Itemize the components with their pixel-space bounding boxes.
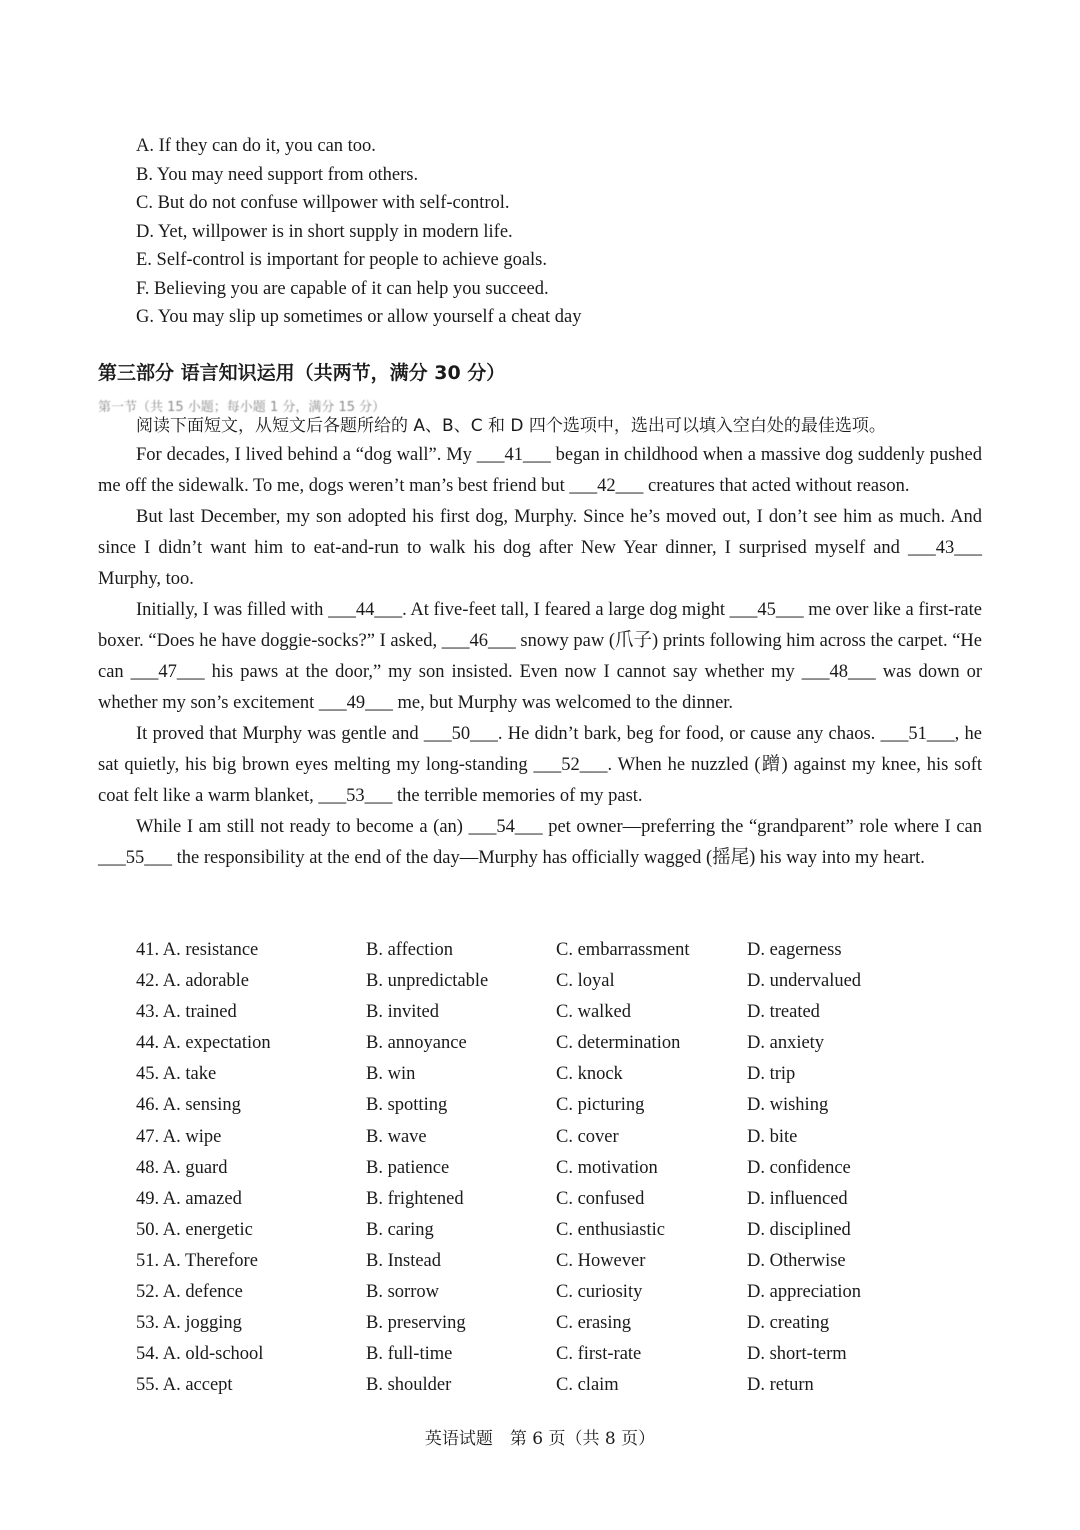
choice-option-d: D. bite [747,1126,798,1147]
passage-paragraph-5: While I am still not ready to become a (an) ___54___ pet owner—preferring the “grandparent” role where I can ___55___ the responsibility at the end of the day—Murphy has officially wagged (摇尾) his way into my heart. [98,817,982,868]
choice-option-d: D. short-term [747,1344,847,1365]
choice-option-c: C. motivation [556,1157,658,1178]
choice-option-a: 55. A. accept [136,1375,233,1396]
choice-row-44 [136,1028,986,1059]
choice-row-43 [136,997,986,1028]
choice-option-c: C. embarrassment [556,940,690,960]
choice-option-b: B. caring [366,1219,434,1240]
choice-row-50 [136,1215,986,1246]
option-a: A. If they can do it, you can too. [136,136,376,156]
choice-option-a: 43. A. trained [136,1002,237,1023]
choice-option-b: B. affection [366,940,453,960]
section-directions: 阅读下面短文，从短文后各题所给的 A、B、C 和 D 四个选项中，选出可以填入空白处的最佳选项。 [136,416,886,436]
choice-option-d: D. influenced [747,1188,848,1209]
option-g: G. You may slip up sometimes or allow yourself a cheat day [136,307,582,327]
choice-row-54 [136,1339,986,1370]
choice-option-c: C. picturing [556,1095,645,1116]
choice-option-a: 42. A. adorable [136,971,250,992]
option-d: D. Yet, willpower is in short supply in modern life. [136,221,513,242]
choice-option-c: C. claim [556,1375,619,1396]
choice-option-b: B. wave [366,1126,427,1147]
choice-row-55 [136,1370,986,1401]
choice-row-51 [136,1246,986,1277]
choice-option-c: C. knock [556,1064,623,1085]
choice-option-b: B. frightened [366,1188,464,1209]
choice-option-d: D. disciplined [747,1219,851,1240]
option-e: E. Self-control is important for people to achieve goals. [136,250,547,270]
option-f: F. Believing you are capable of it can help you succeed. [136,278,549,299]
choice-option-d: D. appreciation [747,1282,862,1303]
choice-option-b: B. annoyance [366,1033,467,1054]
choice-row-47 [136,1122,986,1153]
passage-paragraph-2: But last December, my son adopted his first dog, Murphy. Since he’s moved out, I don’t see him as much. And since I didn’t want him to eat-and-run to walk his dog after New Year dinner, I surprised myself and ___43___ Murphy, too. [98,507,982,589]
choice-option-a: 53. A. jogging [136,1313,242,1334]
choice-option-a: 47. A. wipe [136,1126,222,1147]
choice-row-45 [136,1059,986,1090]
choice-option-d: D. Otherwise [747,1250,846,1271]
choice-option-d: D. wishing [747,1095,829,1116]
choice-option-a: 41. A. resistance [136,940,259,960]
choice-option-b: B. Instead [366,1250,442,1271]
choice-row-41 [136,935,986,966]
section-heading: 第三部分 语言知识运用（共两节，满分 30 分） [98,362,506,384]
choice-option-c: C. first-rate [556,1344,642,1365]
choice-option-a: 54. A. old-school [136,1344,264,1365]
choice-option-c: C. However [556,1250,646,1271]
choice-option-c: C. loyal [556,971,615,992]
choice-option-a: 48. A. guard [136,1157,228,1178]
page-footer: 英语试题 第 6 页（共 8 页） [424,1429,656,1449]
choice-option-d: D. undervalued [747,971,862,992]
choice-option-b: B. shoulder [366,1375,452,1396]
choice-option-a: 52. A. defence [136,1282,243,1303]
choice-option-d: D. return [747,1375,814,1396]
choice-option-d: D. creating [747,1313,830,1334]
passage-paragraph-4: It proved that Murphy was gentle and ___50___. He didn’t bark, beg for food, or cause any chaos. ___51___, he sat quietly, his big brown eyes melting my long-standing ___52___. When he nuzzled (蹭) against my knee, his soft coat felt like a warm blanket, ___53___ the terrible memories of my past. [98,724,982,806]
choice-option-b: B. full-time [366,1344,453,1365]
choice-row-46 [136,1090,986,1121]
choice-option-a: 50. A. energetic [136,1219,253,1240]
choice-option-a: 49. A. amazed [136,1188,242,1209]
choice-option-b: B. invited [366,1002,439,1023]
choice-option-b: B. unpredictable [366,971,489,992]
choice-option-b: B. spotting [366,1095,448,1116]
section-subheading: 第一节（共 15 小题；每小题 1 分，满分 15 分） [98,400,386,415]
choice-option-d: D. treated [747,1002,820,1023]
choice-option-c: C. enthusiastic [556,1219,665,1240]
cloze-passage [98,440,982,874]
choice-option-c: C. determination [556,1033,681,1054]
choice-option-a: 45. A. take [136,1064,217,1085]
choices-table [136,935,986,1401]
choice-option-b: B. patience [366,1157,450,1178]
choice-option-d: D. trip [747,1064,796,1085]
choice-option-b: B. sorrow [366,1282,439,1303]
choice-option-c: C. confused [556,1188,645,1209]
passage-paragraph-1: For decades, I lived behind a “dog wall”. My ___41___ began in childhood when a massive dog suddenly pushed me off the sidewalk. To me, dogs weren’t man’s best friend but ___42___ creatures that acted without reason. [98,445,982,496]
choice-option-c: C. cover [556,1126,619,1147]
answer-options-list [136,132,936,332]
choice-option-a: 44. A. expectation [136,1033,271,1054]
choice-option-c: C. walked [556,1002,632,1023]
choice-row-48 [136,1153,986,1184]
option-b: B. You may need support from others. [136,164,419,185]
choice-option-c: C. erasing [556,1313,632,1334]
passage-paragraph-3: Initially, I was filled with ___44___. At five-feet tall, I feared a large dog might ___45___ me over like a first-rate boxer. “Does he have doggie-socks?” I asked, ___46___ snowy paw (爪子) prints following him across the carpet. “He can ___47___ his paws at the door,” my son insisted. Even now I cannot say whether my ___48___ was down or whether my son’s excitement ___49___ me, but Murphy was welcomed to the dinner. [98,600,982,713]
choice-row-53 [136,1308,986,1339]
choice-option-a: 51. A. Therefore [136,1250,258,1271]
option-c: C. But do not confuse willpower with self-control. [136,193,510,213]
choice-option-b: B. win [366,1064,416,1085]
choice-row-49 [136,1184,986,1215]
choice-option-d: D. confidence [747,1157,851,1178]
choice-row-52 [136,1277,986,1308]
choice-option-c: C. curiosity [556,1282,643,1303]
choice-option-b: B. preserving [366,1313,466,1334]
choice-row-42 [136,966,986,997]
choice-option-d: D. eagerness [747,940,842,960]
choice-option-a: 46. A. sensing [136,1095,241,1116]
choice-option-d: D. anxiety [747,1033,825,1054]
